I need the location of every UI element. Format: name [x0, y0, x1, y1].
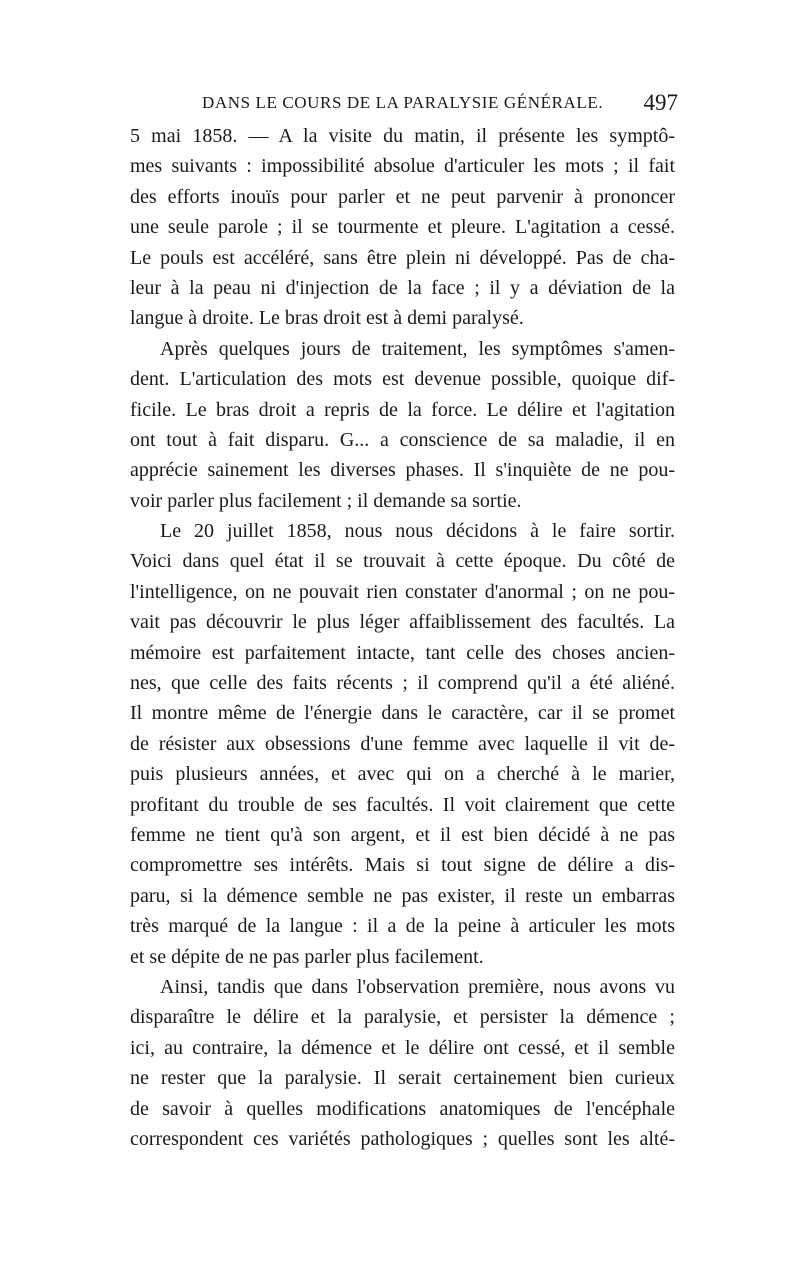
text-line: ne rester que la paralysie. Il serait certainement bien curieux: [130, 1067, 675, 1090]
text-line: Il montre même de l'énergie dans le caractère, car il se promet: [130, 702, 675, 725]
text-line: voir parler plus facilement ; il demande sa sortie.: [130, 489, 522, 512]
text-line: langue à droite. Le bras droit est à demi paralysé.: [130, 307, 524, 330]
text-line: disparaître le délire et la paralysie, et persister la démence ;: [130, 1006, 675, 1029]
text-line: femme ne tient qu'à son argent, et il est bien décidé à ne pas: [130, 823, 675, 846]
running-head-title: DANS LE COURS DE LA PARALYSIE GÉNÉRALE.: [202, 93, 604, 112]
text-line: mémoire est parfaitement intacte, tant celle des choses ancien-: [130, 641, 675, 664]
text-line: mes suivants : impossibilité absolue d'articuler les mots ; il fait: [130, 155, 675, 178]
text-line: Le pouls est accéléré, sans être plein ni développé. Pas de cha-: [130, 246, 675, 269]
text-line: de savoir à quelles modifications anatomiques de l'encéphale: [130, 1097, 675, 1120]
body-text: [130, 121, 675, 1154]
text-line: dent. L'articulation des mots est devenue possible, quoique dif-: [130, 368, 675, 391]
text-line: correspondent ces variétés pathologiques ; quelles sont les alté-: [130, 1127, 675, 1150]
text-line: l'intelligence, on ne pouvait rien constater d'anormal ; on ne pou-: [130, 580, 675, 603]
text-line: vait pas découvrir le plus léger affaiblissement des facultés. La: [130, 611, 675, 634]
text-line: et se dépite de ne pas parler plus facilement.: [130, 945, 484, 968]
text-line: très marqué de la langue : il a de la peine à articuler les mots: [130, 915, 675, 938]
text-line: paru, si la démence semble ne pas exister, il reste un embarras: [130, 884, 675, 907]
text-line: apprécie sainement les diverses phases. Il s'inquiète de ne pou-: [130, 459, 675, 482]
text-line: Après quelques jours de traitement, les symptômes s'amen-: [160, 337, 675, 360]
text-line: ficile. Le bras droit a repris de la force. Le délire et l'agitation: [130, 398, 675, 421]
text-line: ici, au contraire, la démence et le délire ont cessé, et il semble: [130, 1036, 675, 1059]
text-line: nes, que celle des faits récents ; il comprend qu'il a été aliéné.: [130, 672, 675, 695]
running-head: [134, 90, 678, 120]
text-line: des efforts inouïs pour parler et ne peut parvenir à prononcer: [130, 185, 675, 208]
text-line: une seule parole ; il se tourmente et pleure. L'agitation a cessé.: [130, 216, 675, 239]
text-line: profitant du trouble de ses facultés. Il voit clairement que cette: [130, 793, 675, 816]
text-line: 5 mai 1858. — A la visite du matin, il présente les symptô-: [130, 125, 675, 147]
page-number: 497: [643, 90, 678, 115]
text-line: Voici dans quel état il se trouvait à cette époque. Du côté de: [130, 550, 675, 573]
text-line: Ainsi, tandis que dans l'observation première, nous avons vu: [160, 975, 675, 998]
text-line: puis plusieurs années, et avec qui on a cherché à le marier,: [130, 763, 675, 786]
text-line: de résister aux obsessions d'une femme avec laquelle il vit de-: [130, 732, 675, 755]
text-line: Le 20 juillet 1858, nous nous décidons à le faire sortir.: [160, 520, 675, 543]
text-line: ont tout à fait disparu. G... a conscience de sa maladie, il en: [130, 428, 675, 451]
text-line: compromettre ses intérêts. Mais si tout signe de délire a dis-: [130, 854, 675, 877]
text-line: leur à la peau ni d'injection de la face ; il y a déviation de la: [130, 276, 675, 299]
